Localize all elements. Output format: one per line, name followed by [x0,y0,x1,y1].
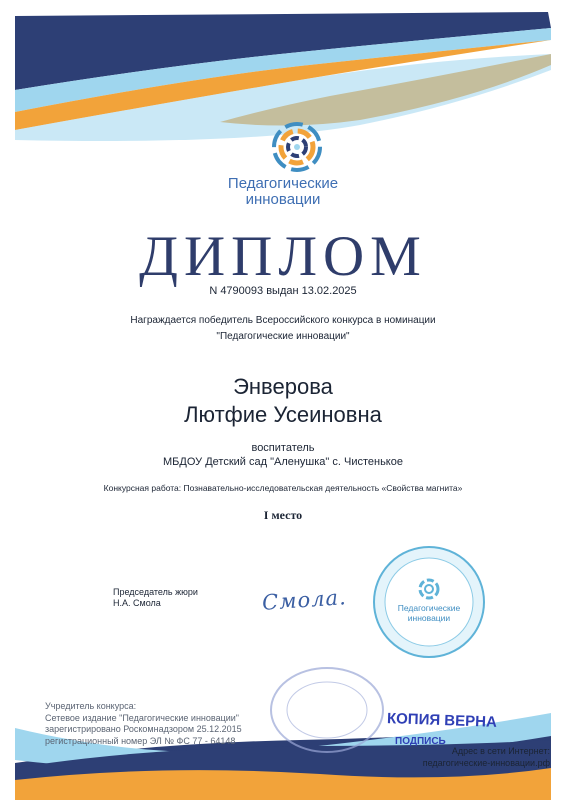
logo-line-2: инновации [245,191,321,208]
jury-name: Н.А. Смола [113,598,161,608]
website-label: Адрес в сети Интернет: [451,746,550,756]
official-seal [372,545,486,659]
founder-line-3: зарегистрировано Роскомнадзором 25.12.2015 [45,724,242,734]
seal-line-1: Педагогические [397,603,461,613]
award-line-1: Награждается победитель Всероссийского конкурса в номинации [130,315,436,326]
copy-stamp-signature: ПОДПИСЬ [395,736,446,747]
contest-work: Конкурсная работа: Познавательно-исследовательская деятельность «Свойства магнита» [103,483,463,493]
founder-line-2: Сетевое издание "Педагогические инновации" [45,712,239,723]
diploma-number: N 4790093 выдан 13.02.2025 [209,285,357,297]
place-award: I место [263,508,303,522]
recipient-organization: МБДОУ Детский сад "Аленушка" с. Чистенькое [163,456,403,468]
seal-text [383,603,475,623]
founder-line-4: регистрационный номер ЭЛ № ФС 77 - 64148 [45,735,236,746]
recipient-surname: Энверова [233,374,333,399]
jury-signature: Смола. [261,585,348,615]
recipient-name: Лютфие Усеиновна [184,402,382,427]
diploma-title: ДИПЛОМ [139,225,427,288]
logo-swirl-icon [272,122,322,172]
kindergarten-stamp [268,664,386,754]
copy-stamp: КОПИЯ ВЕРНА [386,710,498,731]
recipient-position: воспитатель [251,442,315,454]
logo-text [0,176,566,208]
founder-line-1: Учредитель конкурса: [45,701,137,711]
logo-line-1: Педагогические [227,175,339,192]
website-info [392,745,550,769]
seal-line-2: инновации [407,613,451,623]
founder-info [45,701,242,747]
jury-block [113,587,198,609]
award-line-2: "Педагогические инновации" [216,331,350,342]
jury-title: Председатель жюри [113,587,198,597]
website-url: педагогические-инновации.рф [422,758,550,768]
